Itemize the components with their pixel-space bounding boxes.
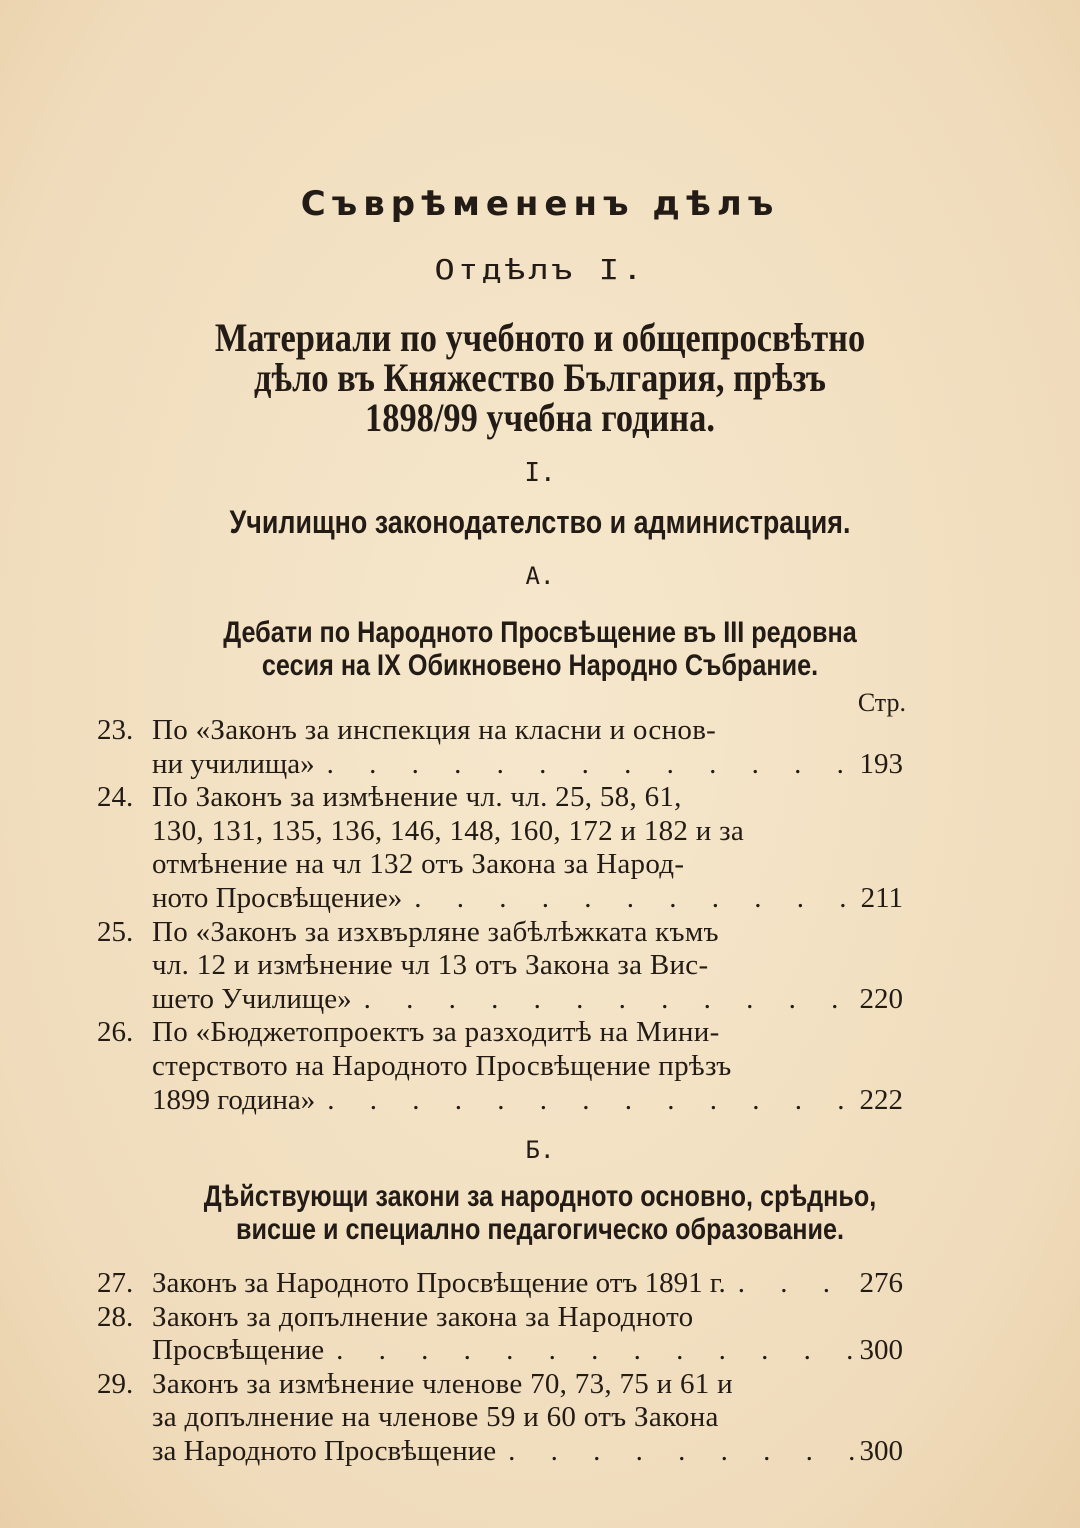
entry-last-line xyxy=(152,1334,903,1368)
entry-number: 23. xyxy=(97,714,134,746)
entry-text-line: стерството на Народното Просвѣщение прѣзъ xyxy=(152,1049,732,1082)
chapter-title-text: Училищно законодателство и администрация. xyxy=(229,504,851,540)
toc-entry[interactable] xyxy=(97,1368,903,1469)
chapter-number: I. xyxy=(524,458,556,488)
entry-number: 29. xyxy=(97,1367,134,1400)
subsection-title-b xyxy=(0,1180,1080,1246)
entry-page-number: 300 xyxy=(859,1434,903,1467)
page-column-header: Стр. xyxy=(857,688,906,717)
entry-number: 26. xyxy=(97,1016,134,1049)
entry-number: 25. xyxy=(97,915,134,948)
subsection-title-line: Дѣйствующи закони за народното основно, срѣдньо, xyxy=(203,1180,877,1213)
entry-text-line: Законъ за измѣнение членове 70, 73, 75 и 61 и xyxy=(152,1367,733,1400)
entry-last-line xyxy=(152,1267,903,1301)
entry-text-line: за Народното Просвѣщение xyxy=(152,1434,497,1467)
toc-entry[interactable] xyxy=(97,1301,903,1368)
toc-list-a xyxy=(97,714,903,1117)
entry-text-line: чл. 12 и измѣнение чл 13 отъ Закона за Вис- xyxy=(152,949,709,982)
entry-text-line: ни училища» xyxy=(152,747,315,780)
entry-number: 24. xyxy=(97,781,134,814)
section-title: Отдѣлъ I. xyxy=(434,254,646,286)
entry-text-line: 1899 година» xyxy=(152,1083,316,1116)
entry-text-line: По «Бюджетопроектъ за разходитѣ на Мини- xyxy=(152,1016,720,1049)
dot-leader xyxy=(496,1435,859,1469)
main-heading xyxy=(76,315,1005,440)
dot-leader xyxy=(726,1267,860,1301)
toc-entry[interactable] xyxy=(97,1016,903,1117)
part-title: Съврѣмененъ дѣлъ xyxy=(300,184,780,224)
entry-last-line xyxy=(152,882,903,916)
entry-text-line: По «Законъ за инспекция на класни и основ- xyxy=(152,714,717,746)
toc-entry[interactable] xyxy=(97,781,903,915)
entry-text-line: Просвѣщение xyxy=(152,1334,325,1367)
dot-leader xyxy=(402,882,860,916)
subsection-letter-a: А. xyxy=(525,562,555,590)
subsection-title-a xyxy=(0,616,1080,682)
heading-line: Материали по учебното и общепросвѣтно xyxy=(214,315,866,360)
dot-leader xyxy=(315,1084,859,1118)
dot-leader xyxy=(324,1334,859,1368)
entry-text-line: отмѣнение на чл 132 отъ Закона за Народ- xyxy=(152,848,685,881)
entry-page-number: 276 xyxy=(859,1267,903,1299)
entry-text-line: шето Училище» xyxy=(152,982,352,1015)
entry-text-line: По Законъ за измѣнение чл. чл. 25, 58, 61, xyxy=(152,781,682,814)
entry-number: 27. xyxy=(97,1267,134,1299)
entry-page-number: 211 xyxy=(860,881,903,914)
toc-entry[interactable] xyxy=(97,714,903,781)
entry-page-number: 193 xyxy=(859,747,903,780)
toc-list-b xyxy=(97,1267,903,1469)
dot-leader xyxy=(352,983,860,1017)
toc-entry[interactable] xyxy=(97,916,903,1017)
entry-last-line xyxy=(152,748,903,782)
entry-page-number: 222 xyxy=(859,1083,903,1116)
entry-page-number: 300 xyxy=(859,1334,903,1367)
heading-line: 1898/99 учебна година. xyxy=(365,395,715,440)
subsection-letter-b: Б. xyxy=(525,1136,555,1164)
subsection-title-line: Дебати по Народното Просвѣщение въ III редовна xyxy=(223,616,857,649)
heading-line: дѣло въ Княжество България, прѣзъ xyxy=(254,355,826,400)
entry-text-line: ното Просвѣщение» xyxy=(152,881,403,914)
entry-number: 28. xyxy=(97,1300,134,1333)
entry-text-line: По «Законъ за изхвърляне забѣлѣжката къмъ xyxy=(152,915,719,948)
entry-text-line: 130, 131, 135, 136, 146, 148, 160, 172 и 182 и за xyxy=(152,814,745,847)
chapter-title xyxy=(0,504,1080,541)
entry-page-number: 220 xyxy=(859,982,903,1015)
entry-last-line xyxy=(152,1084,903,1118)
entry-text-line: Законъ за Народното Просвѣщение отъ 1891 г. xyxy=(152,1267,726,1299)
entry-text-line: Законъ за допълнение закона за Народното xyxy=(152,1300,694,1333)
entry-last-line xyxy=(152,983,903,1017)
subsection-title-line: висше и специално педагогическо образование. xyxy=(235,1213,845,1246)
entry-last-line xyxy=(152,1435,903,1469)
entry-text-line: за допълнение на членове 59 и 60 отъ Закона xyxy=(152,1401,719,1434)
subsection-title-line: сесия на IX Обикновено Народно Събрание. xyxy=(261,649,819,682)
toc-entry[interactable] xyxy=(97,1267,903,1301)
dot-leader xyxy=(315,748,860,782)
